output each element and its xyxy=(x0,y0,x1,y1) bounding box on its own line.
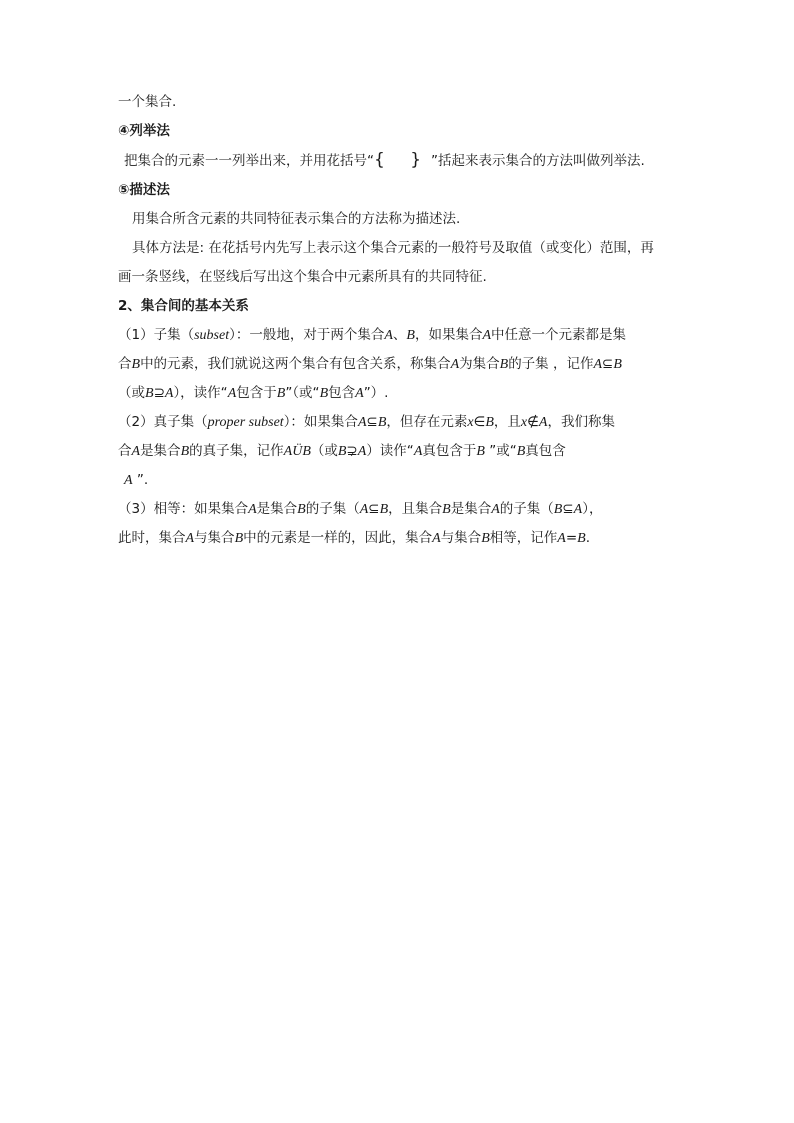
math-var: B xyxy=(337,444,347,459)
text-segment: 真包含 xyxy=(525,443,566,459)
math-var: A xyxy=(124,473,133,488)
math-var: B xyxy=(476,444,485,459)
subset-line-2 xyxy=(118,350,688,379)
text-segment: ）， xyxy=(582,501,603,517)
math-var: A xyxy=(538,415,548,430)
text-segment: ，我们称集 xyxy=(547,414,615,430)
text-segment: 与集合 xyxy=(194,530,235,546)
text-segment: ”. xyxy=(132,472,149,488)
text-segment: 真包含于 xyxy=(422,443,477,459)
proper-subset-line-3 xyxy=(118,466,688,495)
text-segment: 包含 xyxy=(328,385,356,401)
text-line-description: 用集合所含元素的共同特征表示集合的方法称为描述法. xyxy=(132,211,461,227)
math-symbol: ∈ xyxy=(473,414,486,430)
math-var: B xyxy=(234,531,244,546)
text-segment: ”或“ xyxy=(484,443,517,459)
text-segment: ，但存在元素 xyxy=(386,414,468,430)
math-var: B xyxy=(553,502,563,517)
text-segment: （2）真子集（ xyxy=(118,414,208,430)
math-var: x xyxy=(467,415,474,430)
math-var: B xyxy=(297,502,306,517)
subset-line-1 xyxy=(118,321,688,350)
math-var: B xyxy=(485,415,494,430)
math-var: B xyxy=(377,415,387,430)
text-line-method: 具体方法是: 在花括号内先写上表示这个集合元素的一般符号及取值（或变化）范围，再 xyxy=(132,240,654,256)
text-segment: 的子集 ，记作 xyxy=(508,356,594,372)
math-symbol: ⊇ xyxy=(153,385,165,401)
text-segment: ”（或“ xyxy=(285,385,320,401)
math-var: A xyxy=(432,531,441,546)
math-symbol: ⊋ xyxy=(346,443,358,459)
math-var: B xyxy=(516,444,526,459)
math-var: A xyxy=(227,386,237,401)
math-var: A xyxy=(557,531,566,546)
text-segment: 中的元素是一样的，因此，集合 xyxy=(243,530,433,546)
math-var: A xyxy=(593,357,603,372)
math-var: A xyxy=(357,444,367,459)
math-var: B xyxy=(577,531,586,546)
math-term: proper subset xyxy=(207,415,284,430)
math-var: B xyxy=(145,386,154,401)
math-var: B xyxy=(302,444,311,459)
heading-relations: 2、集合间的基本关系 xyxy=(118,298,249,314)
heading-enumeration: ④列举法 xyxy=(118,123,170,139)
text-segment: ”）. xyxy=(363,385,389,401)
text-segment: 的子集（ xyxy=(305,501,360,517)
text-segment: 相等，记作 xyxy=(489,530,558,546)
math-var: B xyxy=(499,357,509,372)
text-line-1: 一个集合. xyxy=(118,94,177,110)
equality-line-1 xyxy=(118,495,688,524)
math-var: B xyxy=(131,357,141,372)
text-segment: 此时，集合 xyxy=(118,530,186,546)
math-var: B xyxy=(180,444,190,459)
text-segment: （或 xyxy=(310,443,338,459)
math-symbol: ⊆ xyxy=(562,501,574,517)
text-segment: 合 xyxy=(118,356,132,372)
text-segment: 把集合的元素一一列举出来，并用花括号“ xyxy=(124,153,374,169)
equality-line-2 xyxy=(118,524,688,553)
math-var: A xyxy=(413,444,423,459)
math-var: B xyxy=(442,502,451,517)
math-var: A xyxy=(573,502,583,517)
math-var: A xyxy=(359,502,369,517)
math-var: A xyxy=(355,386,364,401)
text-segment: 是集合 xyxy=(450,501,492,517)
text-segment: 的子集（ xyxy=(499,501,554,517)
math-var: A xyxy=(482,328,492,343)
math-symbol: ⊆ xyxy=(602,356,614,372)
text-line-method-cont: 画一条竖线，在竖线后写出这个集合中元素所具有的共同特征. xyxy=(118,269,487,285)
text-segment: . xyxy=(585,530,590,546)
proper-subset-line-1 xyxy=(118,408,688,437)
math-var: A xyxy=(357,415,367,430)
text-segment: 包含于 xyxy=(236,385,277,401)
math-var: x xyxy=(520,415,528,430)
math-var: A xyxy=(131,444,141,459)
text-segment: 合 xyxy=(118,443,132,459)
math-symbol: = xyxy=(565,530,578,546)
math-var: A xyxy=(185,531,195,546)
text-segment: （或 xyxy=(118,385,145,401)
math-var: A xyxy=(450,357,460,372)
math-symbol: Ü xyxy=(292,444,303,459)
text-segment: 的真子集，记作 xyxy=(189,443,284,459)
text-segment: ，如果集合 xyxy=(414,327,483,343)
text-segment: 为集合 xyxy=(459,356,500,372)
math-var: B xyxy=(406,328,415,343)
math-var: A xyxy=(491,502,500,517)
text-segment: ”括起来表示集合的方法叫做列举法. xyxy=(431,153,645,169)
math-var: B xyxy=(481,531,490,546)
document-page xyxy=(118,88,688,553)
text-segment: 中的元素，我们就说这两个集合有包含关系，称集合 xyxy=(140,356,451,372)
text-segment: ）读作“ xyxy=(366,443,414,459)
math-var: A xyxy=(283,444,293,459)
text-segment: 、 xyxy=(392,327,407,343)
math-symbol: ⊆ xyxy=(366,414,378,430)
math-var: A xyxy=(384,328,393,343)
math-var: A xyxy=(164,386,174,401)
text-segment: ），读作“ xyxy=(173,385,228,401)
proper-subset-line-2 xyxy=(118,437,688,466)
text-segment: ）：一般地，对于两个集合 xyxy=(229,327,385,343)
text-segment: 与集合 xyxy=(440,530,482,546)
math-var: B xyxy=(613,357,622,372)
math-var: B xyxy=(276,386,286,401)
math-term: subset xyxy=(194,328,230,343)
math-var: B xyxy=(319,386,329,401)
text-segment: （1）子集（ xyxy=(118,327,195,343)
text-segment: （3）相等：如果集合 xyxy=(118,501,249,517)
text-segment: 是集合 xyxy=(256,501,298,517)
text-segment: ，且 xyxy=(493,414,521,430)
curly-braces: { } xyxy=(374,150,432,170)
math-var: B xyxy=(379,502,389,517)
math-symbol: ∉ xyxy=(527,414,539,430)
text-segment: 是集合 xyxy=(140,443,181,459)
heading-description: ⑤描述法 xyxy=(118,182,170,198)
text-segment: ，且集合 xyxy=(388,501,443,517)
text-segment: ）：如果集合 xyxy=(283,414,358,430)
subset-line-3 xyxy=(118,379,688,408)
text-line-enumeration xyxy=(118,146,688,176)
text-segment: 中任意一个元素都是集 xyxy=(491,327,627,343)
math-symbol: ⊆ xyxy=(368,501,380,517)
math-var: A xyxy=(248,502,257,517)
